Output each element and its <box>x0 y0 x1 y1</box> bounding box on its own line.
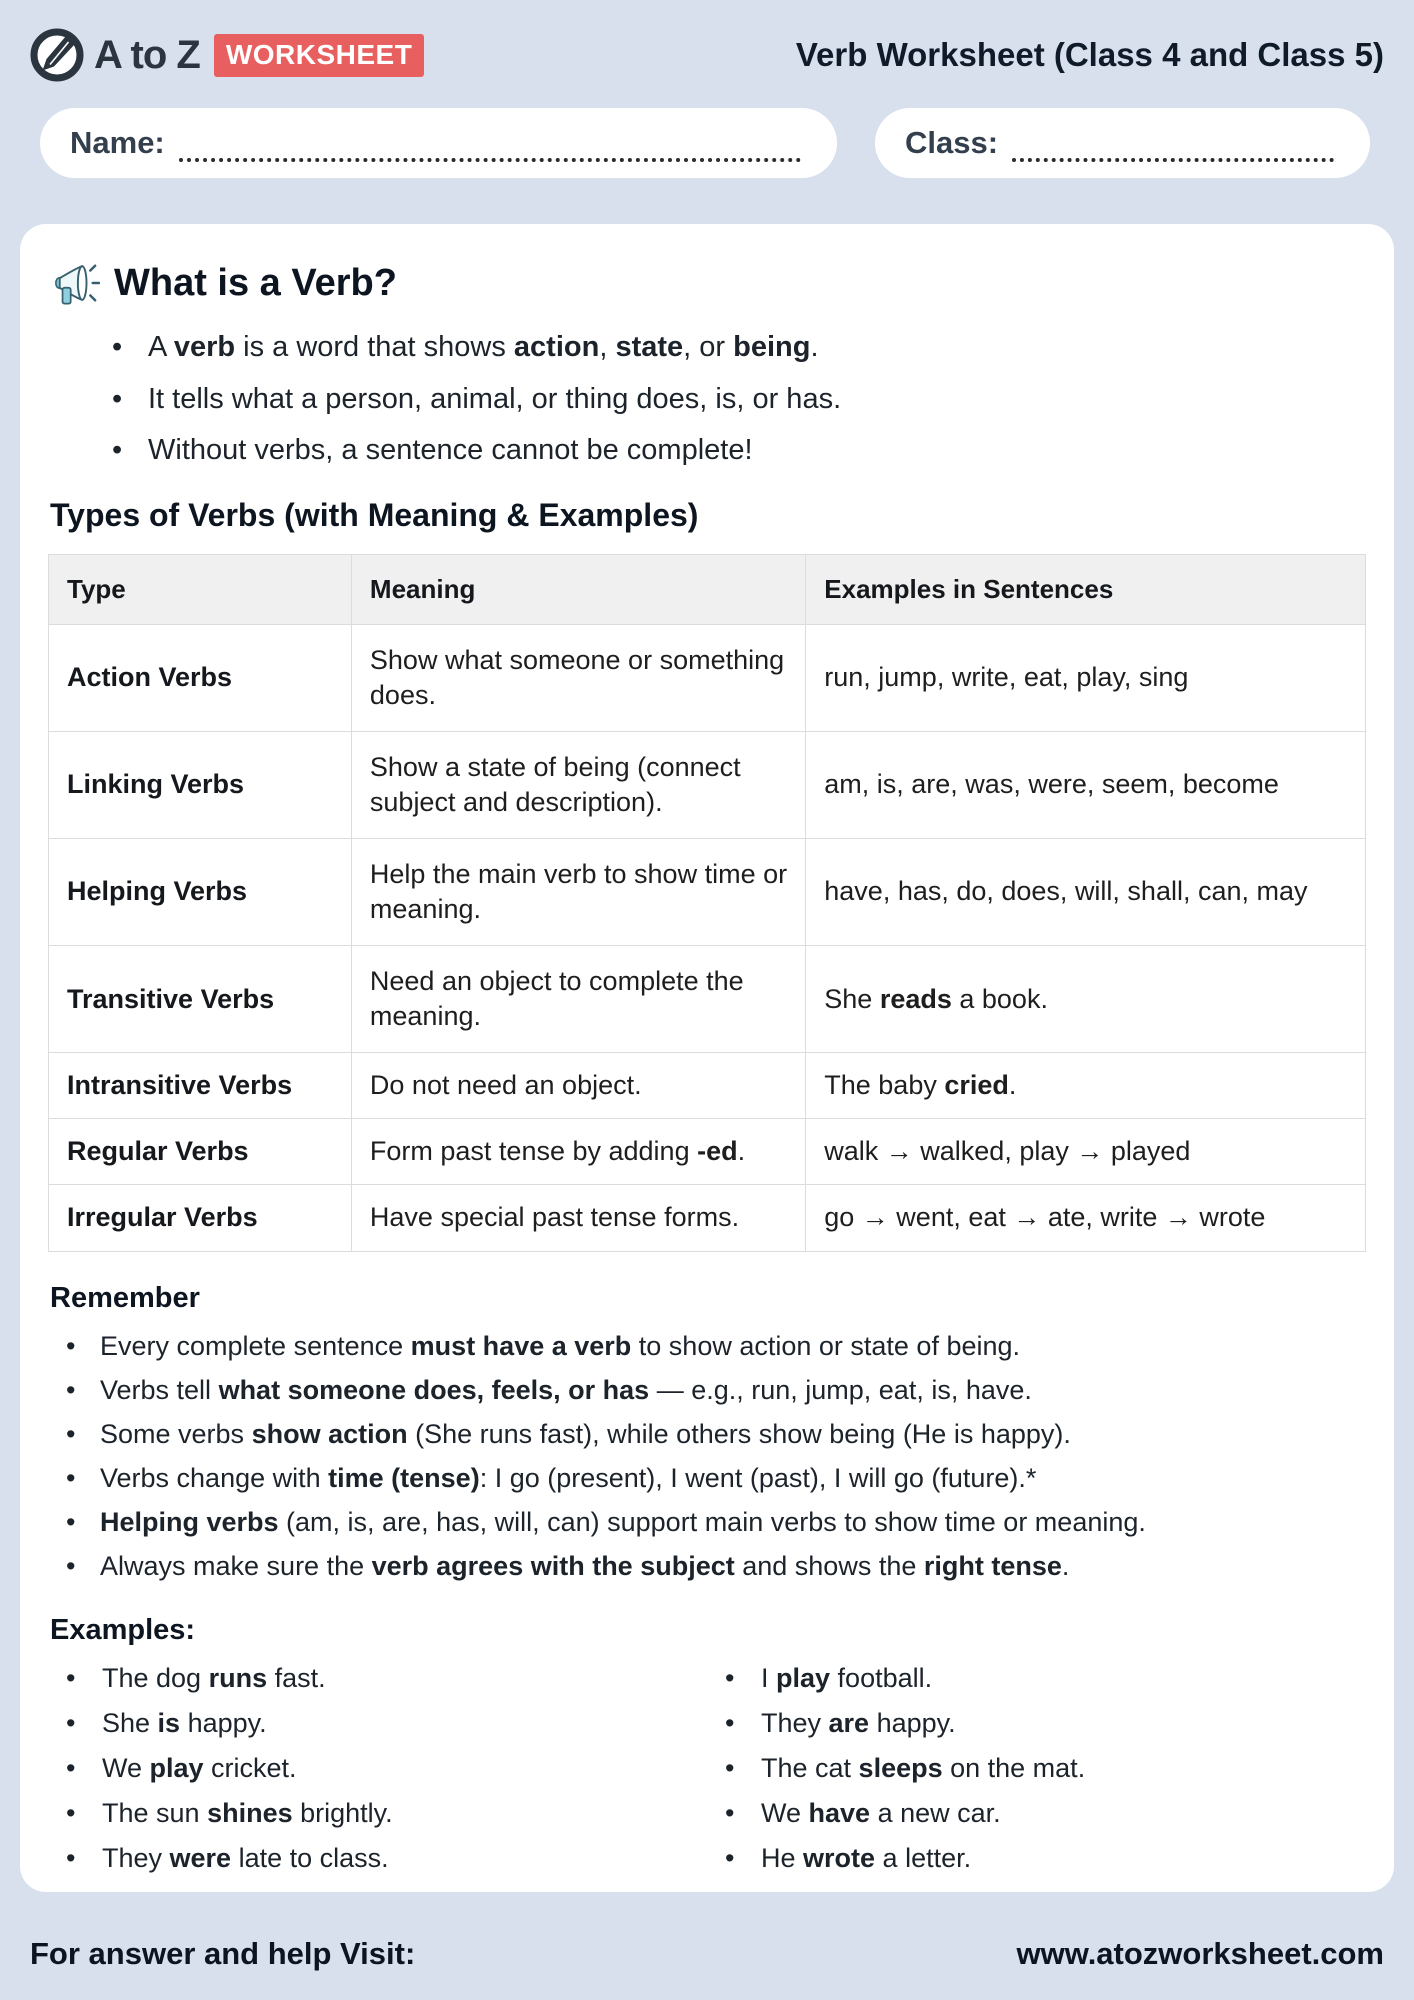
remember-bullet: • Some verbs show action (She runs fast), while others show being (He is happy). <box>66 1417 1366 1452</box>
column-header-type: Type <box>49 554 352 624</box>
table-row <box>49 838 1366 945</box>
name-field-label: Name: <box>70 125 165 160</box>
intro-heading: What is a Verb? <box>114 261 397 304</box>
footer-website-url: www.atozworksheet.com <box>1016 1936 1384 1971</box>
examples-cell: go → went, eat → ate, write → wrote <box>806 1185 1366 1251</box>
remember-bullet: • Verbs tell what someone does, feels, or has — e.g., run, jump, eat, is, have. <box>66 1373 1366 1408</box>
footer-help-text: For answer and help Visit: <box>30 1936 416 1971</box>
verb-type-cell: Helping Verbs <box>49 838 352 945</box>
remember-bullet: • Every complete sentence must have a verb to show action or state of being. <box>66 1329 1366 1364</box>
examples-cell: am, is, are, was, were, seem, become <box>806 731 1366 838</box>
verb-type-cell: Linking Verbs <box>49 731 352 838</box>
examples-left-list <box>66 1661 707 1886</box>
verb-type-cell: Transitive Verbs <box>49 946 352 1053</box>
table-row <box>49 731 1366 838</box>
name-field <box>40 108 837 178</box>
intro-bullet: • A verb is a word that shows action, state, or being. <box>112 326 1366 370</box>
column-header-meaning: Meaning <box>351 554 805 624</box>
meaning-cell: Form past tense by adding -ed. <box>351 1119 805 1185</box>
class-field-label: Class: <box>905 125 999 160</box>
meaning-cell: Need an object to complete the meaning. <box>351 946 805 1053</box>
table-row <box>49 624 1366 731</box>
meaning-cell: Help the main verb to show time or meaning. <box>351 838 805 945</box>
meaning-cell: Show a state of being (connect subject and description). <box>351 731 805 838</box>
example-item: • The dog runs fast. <box>66 1661 707 1696</box>
intro-bullet: • It tells what a person, animal, or thing does, is, or has. <box>112 378 1366 422</box>
brand-name: A to Z <box>94 32 200 77</box>
examples-columns <box>48 1661 1366 1886</box>
brand-badge: WORKSHEET <box>214 34 425 77</box>
examples-cell: walk → walked, play → played <box>806 1119 1366 1185</box>
meaning-cell: Have special past tense forms. <box>351 1185 805 1251</box>
examples-cell: The baby cried. <box>806 1053 1366 1119</box>
examples-cell: run, jump, write, eat, play, sing <box>806 624 1366 731</box>
brand-logo <box>30 28 424 82</box>
verb-type-cell: Regular Verbs <box>49 1119 352 1185</box>
types-section-heading: Types of Verbs (with Meaning & Examples) <box>50 496 699 533</box>
example-item: • We play cricket. <box>66 1751 707 1786</box>
example-item: • They were late to class. <box>66 1841 707 1876</box>
example-item: • They are happy. <box>725 1706 1366 1741</box>
table-row <box>49 1119 1366 1185</box>
verb-type-cell: Intransitive Verbs <box>49 1053 352 1119</box>
examples-cell: have, has, do, does, will, shall, can, may <box>806 838 1366 945</box>
name-class-bar <box>0 82 1414 178</box>
remember-heading: Remember <box>50 1281 200 1314</box>
pen-in-circle-logo-icon <box>30 28 84 82</box>
class-fill-line <box>1012 124 1334 162</box>
example-item: • I play football. <box>725 1661 1366 1696</box>
table-row <box>49 1053 1366 1119</box>
intro-bullet: • Without verbs, a sentence cannot be complete! <box>112 429 1366 473</box>
megaphone-icon <box>50 260 100 306</box>
examples-cell: She reads a book. <box>806 946 1366 1053</box>
example-item: • She is happy. <box>66 1706 707 1741</box>
verb-type-cell: Irregular Verbs <box>49 1185 352 1251</box>
remember-bullet: • Verbs change with time (tense): I go (present), I went (past), I will go (future).* <box>66 1461 1366 1496</box>
header <box>0 0 1414 82</box>
name-fill-line <box>179 124 801 162</box>
intro-section-heading <box>50 260 1366 306</box>
remember-bullet: • Always make sure the verb agrees with the subject and shows the right tense. <box>66 1549 1366 1584</box>
class-field <box>875 108 1370 178</box>
column-header-examples: Examples in Sentences <box>806 554 1366 624</box>
example-item: • He wrote a letter. <box>725 1841 1366 1876</box>
verb-type-cell: Action Verbs <box>49 624 352 731</box>
table-row <box>49 1185 1366 1251</box>
footer <box>30 1936 1384 1972</box>
table-header-row <box>49 554 1366 624</box>
intro-bullet-list <box>112 326 1366 473</box>
examples-heading: Examples: <box>50 1614 196 1647</box>
meaning-cell: Show what someone or something does. <box>351 624 805 731</box>
example-item: • The sun shines brightly. <box>66 1796 707 1831</box>
worksheet-card <box>20 224 1394 1892</box>
examples-right-list <box>725 1661 1366 1886</box>
remember-bullet-list <box>66 1329 1366 1585</box>
table-row <box>49 946 1366 1053</box>
example-item: • The cat sleeps on the mat. <box>725 1751 1366 1786</box>
page-title: Verb Worksheet (Class 4 and Class 5) <box>795 36 1384 73</box>
example-item: • We have a new car. <box>725 1796 1366 1831</box>
remember-bullet: • Helping verbs (am, is, are, has, will, can) support main verbs to show time or meaning. <box>66 1505 1366 1540</box>
meaning-cell: Do not need an object. <box>351 1053 805 1119</box>
verb-types-table <box>48 554 1366 1252</box>
